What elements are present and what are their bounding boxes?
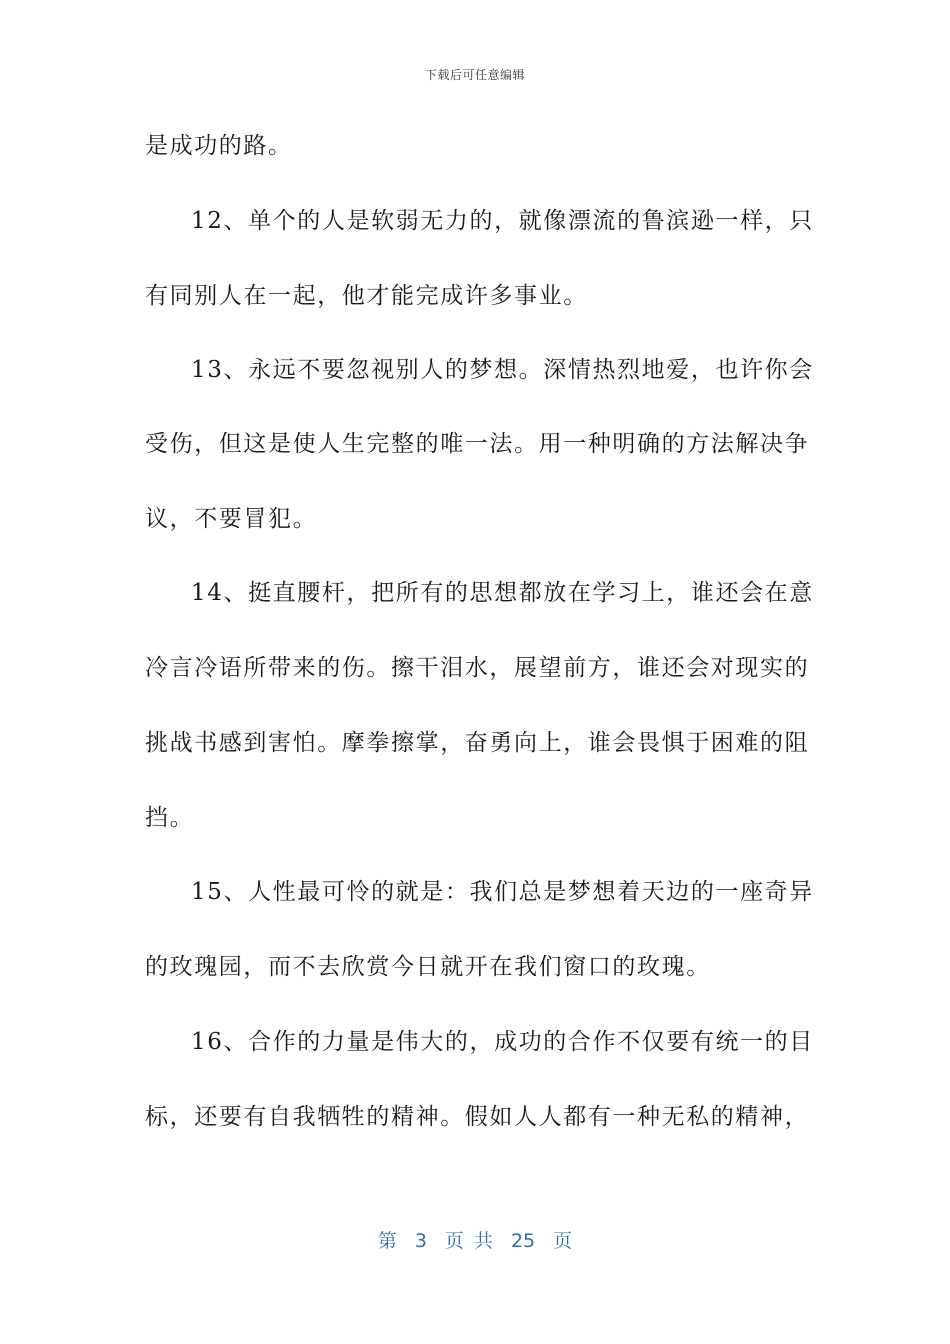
paragraph-14-line-3: 挑战书感到害怕。摩拳擦掌，奋勇向上，谁会畏惧于困难的阻 bbox=[145, 730, 810, 756]
page-header: 下载后可任意编辑 bbox=[424, 68, 525, 82]
paragraph-12-line-1: 12、单个的人是软弱无力的，就像漂流的鲁滨逊一样，只 bbox=[191, 208, 814, 234]
paragraph-16-line-2: 标，还要有自我牺牲的精神。假如人人都有一种无私的精神， bbox=[145, 1104, 810, 1130]
paragraph-13-line-1: 13、永远不要忽视别人的梦想。深情热烈地爱，也许你会 bbox=[191, 357, 814, 383]
paragraph-14-line-2: 冷言冷语所带来的伤。擦干泪水，展望前方，谁还会对现实的 bbox=[145, 655, 810, 681]
paragraph-14-line-4: 挡。 bbox=[145, 805, 195, 831]
paragraph-13-line-2: 受伤，但这是使人生完整的唯一法。用一种明确的方法解决争 bbox=[145, 431, 810, 457]
paragraph-12-line-2: 有同别人在一起，他才能完成许多事业。 bbox=[145, 283, 588, 309]
text-line: 是成功的路。 bbox=[145, 133, 293, 159]
page-label-prefix: 第 bbox=[377, 1230, 397, 1252]
paragraph-15-line-1: 15、人性最可怜的就是：我们总是梦想着天边的一座奇异 bbox=[191, 879, 814, 905]
page-footer bbox=[0, 1226, 950, 1253]
paragraph-15-line-2: 的玫瑰园，而不去欣赏今日就开在我们窗口的玫瑰。 bbox=[145, 954, 711, 980]
paragraph-16-line-1: 16、合作的力量是伟大的，成功的合作不仅要有统一的目 bbox=[191, 1029, 814, 1055]
paragraph-14-line-1: 14、挺直腰杆，把所有的思想都放在学习上，谁还会在意 bbox=[191, 580, 814, 606]
paragraph-13-line-3: 议，不要冒犯。 bbox=[145, 506, 318, 532]
total-pages-number: 25 bbox=[510, 1230, 536, 1252]
page-label-suffix: 页 bbox=[553, 1230, 573, 1252]
current-page-number: 3 bbox=[414, 1230, 427, 1252]
page-label-middle: 页 共 bbox=[444, 1230, 493, 1252]
